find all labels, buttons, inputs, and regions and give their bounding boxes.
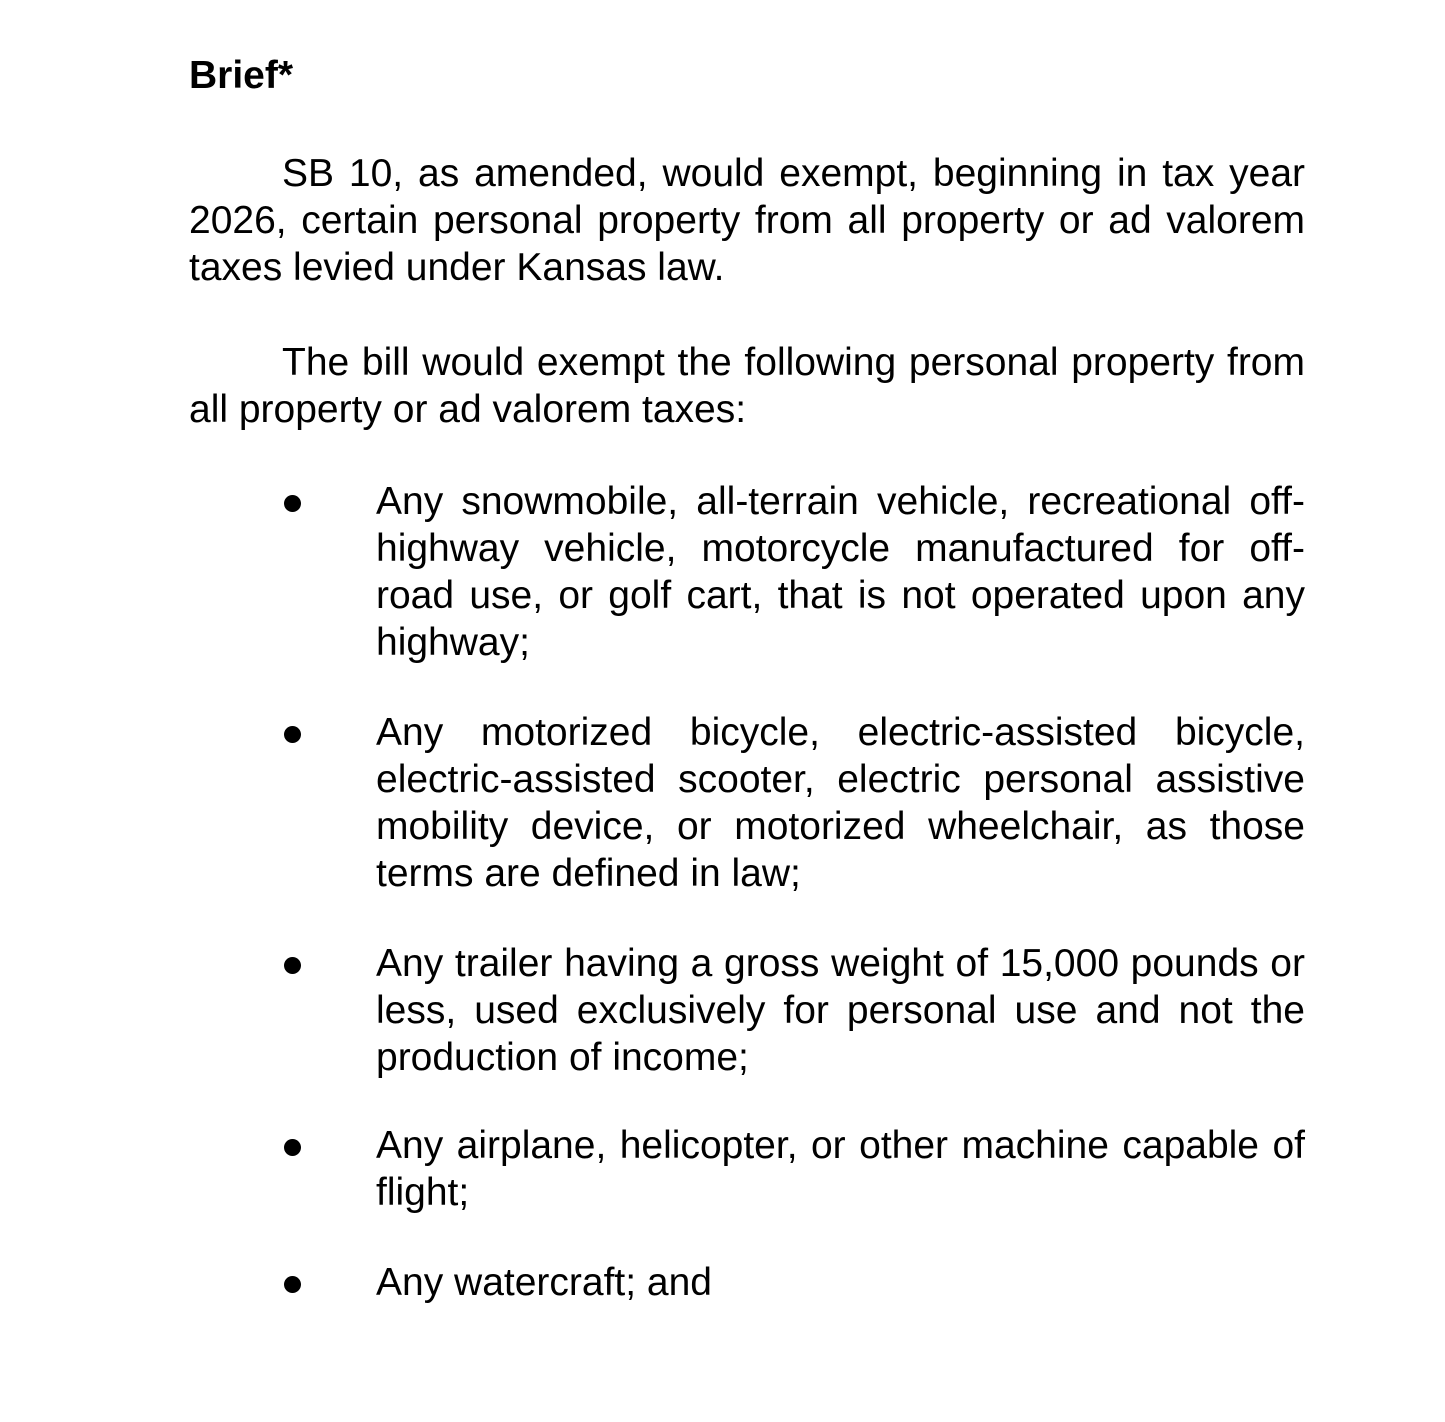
list-item-text: Any airplane, helicopter, or other machine capable of flight; bbox=[376, 1124, 1305, 1214]
bullet-icon bbox=[284, 1139, 301, 1156]
list-item-text: Any watercraft; and bbox=[376, 1261, 712, 1304]
exemption-paragraph: The bill would exempt the following personal property from all property or ad valorem taxes: bbox=[189, 341, 1305, 431]
list-item-text: Any trailer having a gross weight of 15,000 pounds or less, used exclusively for personal use and not the production of income; bbox=[376, 942, 1305, 1079]
bullet-icon bbox=[284, 957, 301, 974]
list-item-text: Any motorized bicycle, electric-assisted bicycle, electric-assisted scooter, electric personal assistive mobility device, or motorized wheelchair, as those terms are defined in law; bbox=[376, 711, 1305, 895]
bullet-icon bbox=[284, 495, 301, 512]
bullet-icon bbox=[284, 1276, 301, 1293]
intro-paragraph: SB 10, as amended, would exempt, beginning in tax year 2026, certain personal property from all property or ad valorem taxes levied under Kansas law. bbox=[189, 152, 1305, 289]
section-heading: Brief* bbox=[189, 54, 294, 97]
list-item-text: Any snowmobile, all-terrain vehicle, recreational off-highway vehicle, motorcycle manufactured for off-road use, or golf cart, that is not operated upon any highway; bbox=[376, 480, 1305, 664]
bullet-icon bbox=[284, 726, 301, 743]
